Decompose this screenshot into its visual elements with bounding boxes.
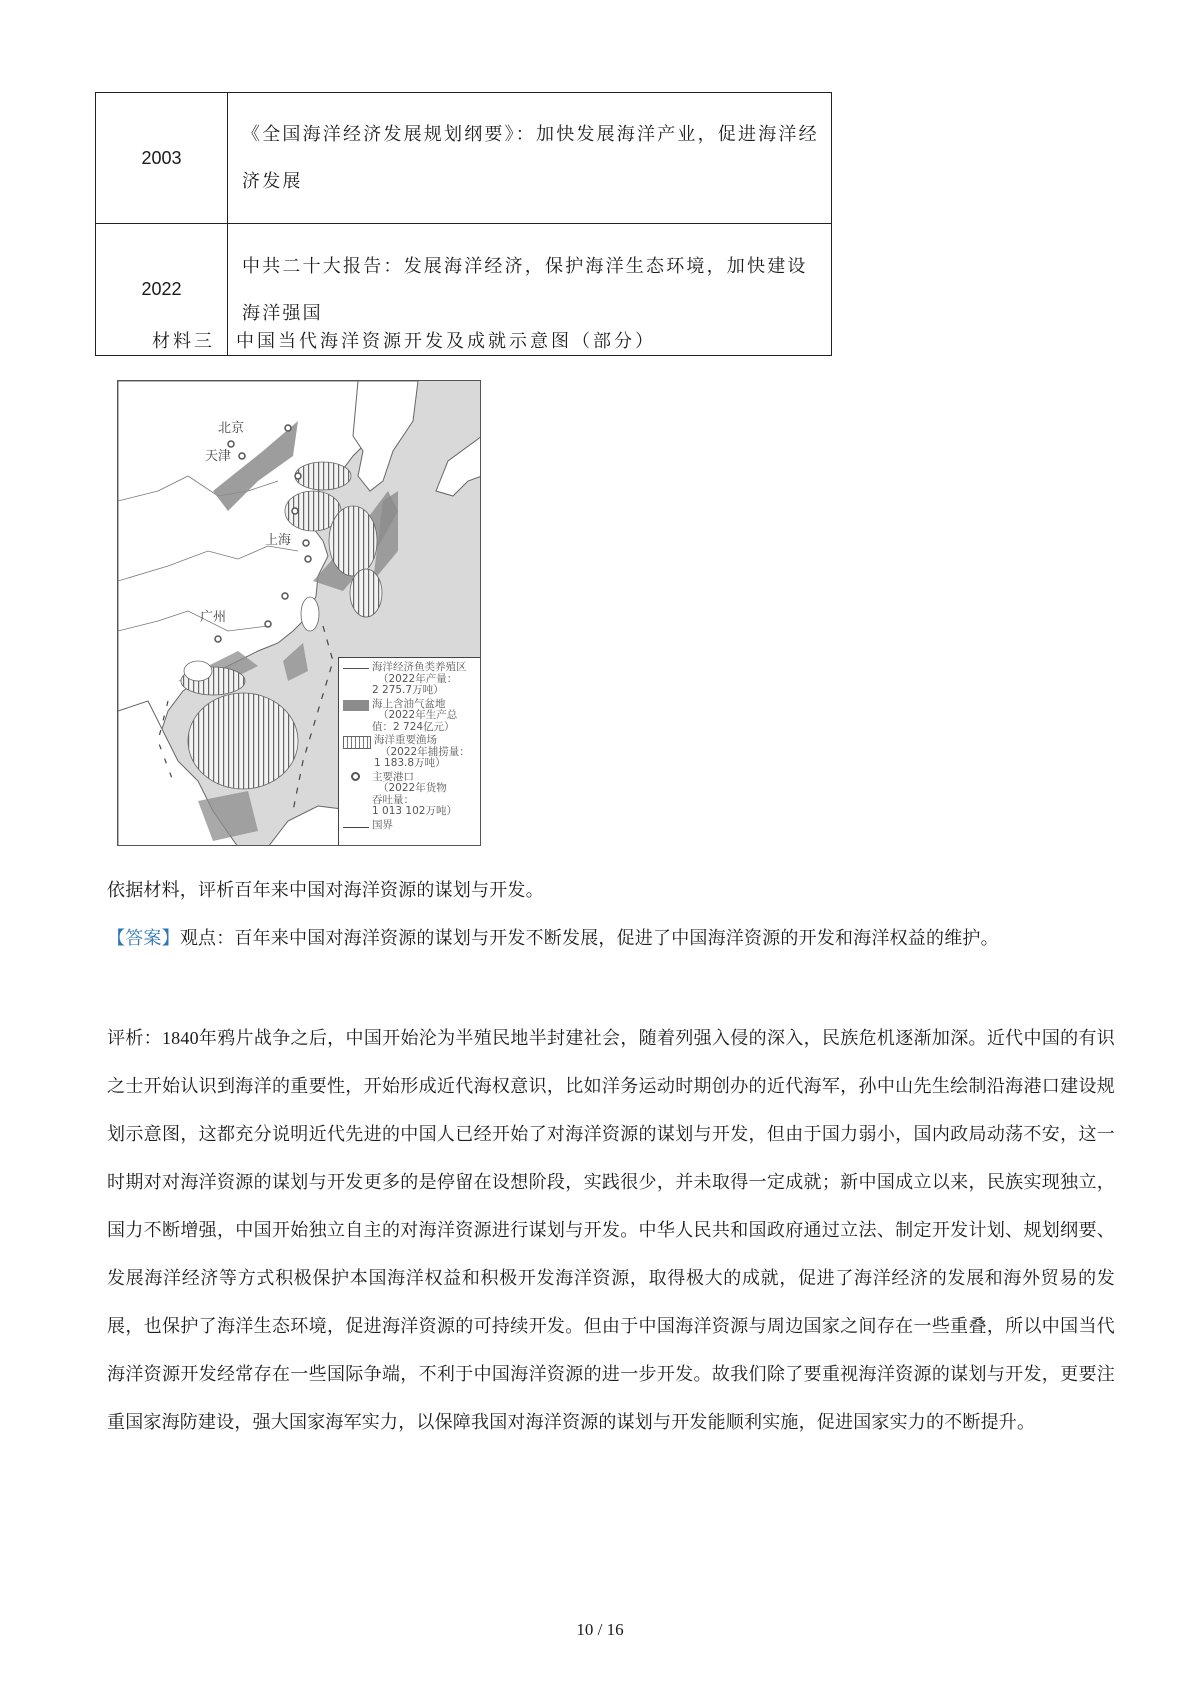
answer-paragraph [107, 914, 1115, 962]
korea-land [353, 381, 418, 491]
ocean-resource-map [117, 380, 481, 846]
legend-detail: 1 183.8万吨） [374, 757, 446, 769]
japan-land [436, 436, 481, 496]
legend-detail: （2022年产量： [378, 672, 458, 685]
material-caption: 材料三 中国当代海洋资源开发及成就示意图（部分） [152, 331, 656, 352]
legend-detail: 值：2 724亿元） [372, 720, 455, 733]
legend-detail: 2 275.7万吨） [372, 684, 444, 696]
legend-item-fishery [343, 735, 479, 770]
city-label-beijing: 北京 [218, 421, 245, 436]
port-marker [303, 540, 309, 546]
answer-text: 观点：百年来中国对海洋资源的谋划与开发不断发展，促进了中国海洋资源的开发和海洋权益的维护。 [179, 928, 999, 948]
legend-title: 海上含油气盆地 [372, 697, 446, 710]
map-legend [338, 657, 481, 846]
legend-item-fish-farming [343, 662, 479, 697]
answer-tag: 【答案】 [107, 928, 180, 948]
fishery-area [188, 693, 298, 789]
year-cell: 2003 [96, 93, 228, 224]
border-line-icon [343, 827, 369, 828]
port-marker [265, 621, 271, 627]
content-cell: 《全国海洋经济发展规划纲要》：加快发展海洋产业，促进海洋经济发展 [228, 93, 832, 224]
city-label-tianjin: 天津 [205, 449, 232, 464]
content-cell: 中共二十大报告：发展海洋经济，保护海洋生态环境，加快建设海洋强国 [228, 224, 832, 356]
taiwan-island [301, 597, 319, 631]
port-marker [285, 425, 291, 431]
question-text: 依据材料，评析百年来中国对海洋资源的谋划与开发。 [107, 880, 544, 900]
city-label-guangzhou: 广州 [200, 610, 227, 625]
city-label-shanghai: 上海 [265, 533, 292, 548]
port-marker [239, 453, 245, 459]
fishery-area [295, 462, 351, 490]
legend-item-border [343, 820, 479, 832]
page-number: 10 / 16 [576, 1620, 624, 1639]
port-marker [295, 473, 301, 479]
legend-title: 主要港口 [372, 770, 414, 783]
legend-detail: （2022年生产总 [378, 709, 458, 721]
port-marker [215, 636, 221, 642]
oil-gas-basin [283, 643, 308, 681]
port-icon [351, 772, 360, 781]
legend-detail: （2022年捕捞量： [380, 745, 470, 758]
policy-table [95, 92, 832, 356]
legend-item-oil-gas [343, 699, 479, 734]
port-marker [305, 556, 311, 562]
fish-farming-icon [343, 668, 369, 669]
analysis-paragraph: 评析：1840年鸦片战争之后，中国开始沦为半殖民地半封建社会，随着列强入侵的深入，民族危机逐渐加深。近代中国的有识之士开始认识到海洋的重要性，开始形成近代海权意识，比如洋务运动时期创办的近代海军，孙中山先生绘制沿海港口建设规划示意图，这都充分说明近代先进的中国人已经开始了对海洋资源的谋划与开发，但由于国力弱小，国内政局动荡不安，这一时期对对海洋资源的谋划与开发更多的是停留在设想阶段，实践很少，并未取得一定成就；新中国成立以来，民族实现独立，国力不断增强，中国开始独立自主的对海洋资源进行谋划与开发。中华人民共和国政府通过立法、制定开发计划、规划纲要、发展海洋经济等方式积极保护本国海洋权益和积极开发海洋资源，取得极大的成就，促进了海洋经济的发展和海外贸易的发展，也保护了海洋生态环境，促进海洋资源的可持续开发。但由于中国海洋资源与周边国家之间存在一些重叠，所以中国当代海洋资源开发经常存在一些国际争端，不利于中国海洋资源的进一步开发。故我们除了要重视海洋资源的谋划与开发，更要注重国家海防建设，强大国家海军实力，以保障我国对海洋资源的谋划与开发能顺利实施，促进国家实力的不断提升。 [107, 1028, 1115, 1432]
table-row [96, 93, 832, 224]
hainan-island [184, 661, 212, 681]
fishery-area [329, 506, 377, 576]
legend-detail: 1 013 102万吨） [372, 805, 457, 817]
port-marker [292, 508, 298, 514]
legend-title: 国界 [372, 818, 393, 831]
legend-title: 海洋经济鱼类养殖区 [372, 661, 467, 673]
oil-gas-basin-icon [343, 700, 369, 711]
fishery-hatch-icon [343, 736, 371, 749]
legend-title: 海洋重要渔场 [374, 734, 437, 746]
fishery-area [350, 569, 382, 617]
legend-detail: （2022年货物 [378, 782, 447, 794]
port-marker [282, 593, 288, 599]
legend-detail: 吞吐量： [372, 793, 414, 806]
legend-item-port [343, 772, 479, 818]
year-cell: 2022 [96, 224, 228, 356]
